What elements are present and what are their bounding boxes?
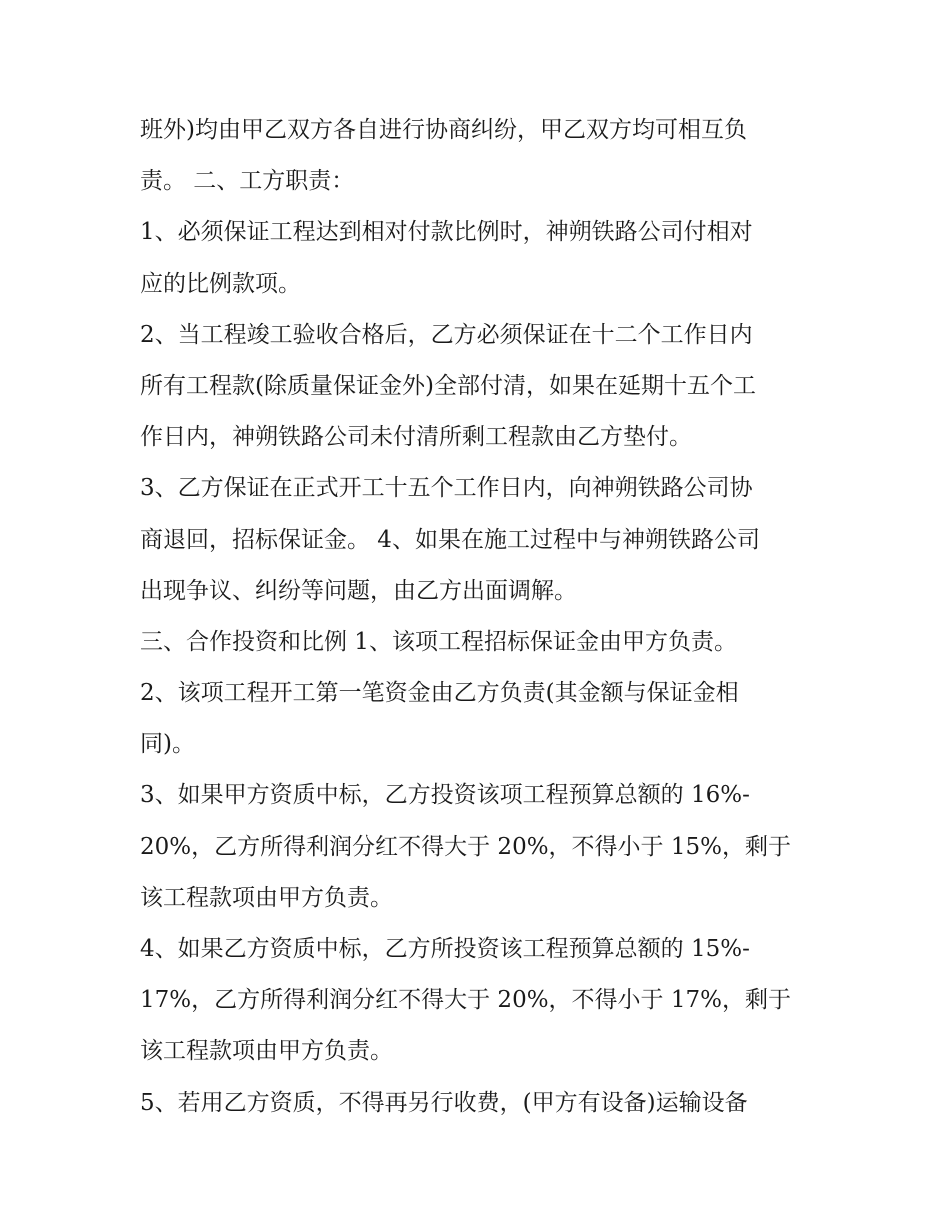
text-line: 17%，乙方所得利润分红不得大于 20%，不得小于 17%，剩于 (140, 987, 791, 1014)
text-line: 20%，乙方所得利润分红不得大于 20%，不得小于 15%，剩于 (140, 833, 791, 860)
text-line: 应的比例款项。 (140, 270, 301, 297)
text-line: 出现争议、纠纷等问题，由乙方出面调解。 (140, 577, 577, 604)
text-line: 3、乙方保证在正式开工十五个工作日内，向神朔铁路公司协 (140, 475, 753, 502)
text-line: 该工程款项由甲方负责。 (140, 884, 393, 911)
document-body (140, 105, 840, 1129)
text-line: 2、该项工程开工第一笔资金由乙方负责(其金额与保证金相 (140, 680, 739, 707)
text-line: 3、如果甲方资质中标，乙方投资该项工程预算总额的 16%- (140, 782, 750, 809)
text-line: 1、必须保证工程达到相对付款比例时，神朔铁路公司付相对 (140, 219, 753, 246)
text-line: 2、当工程竣工验收合格后，乙方必须保证在十二个工作日内 (140, 321, 753, 348)
text-line: 4、如果乙方资质中标，乙方所投资该工程预算总额的 15%- (140, 936, 750, 962)
text-line: 责。 二、工方职责： (140, 168, 355, 195)
text-line: 同)。 (140, 731, 195, 758)
text-line: 三、合作投资和比例 1、该项工程招标保证金由甲方负责。 (140, 628, 737, 655)
text-line: 5、若用乙方资质，不得再另行收费，(甲方有设备)运输设备 (140, 1089, 748, 1116)
text-line: 班外)均由甲乙双方各自进行协商纠纷，甲乙双方均可相互负 (140, 117, 747, 143)
text-line: 商退回，招标保证金。 4、如果在施工过程中与神朔铁路公司 (140, 526, 760, 553)
text-line: 所有工程款(除质量保证金外)全部付清，如果在延期十五个工 (140, 372, 756, 399)
text-line: 作日内，神朔铁路公司未付清所剩工程款由乙方垫付。 (140, 424, 692, 451)
text-line: 该工程款项由甲方负责。 (140, 1038, 393, 1065)
